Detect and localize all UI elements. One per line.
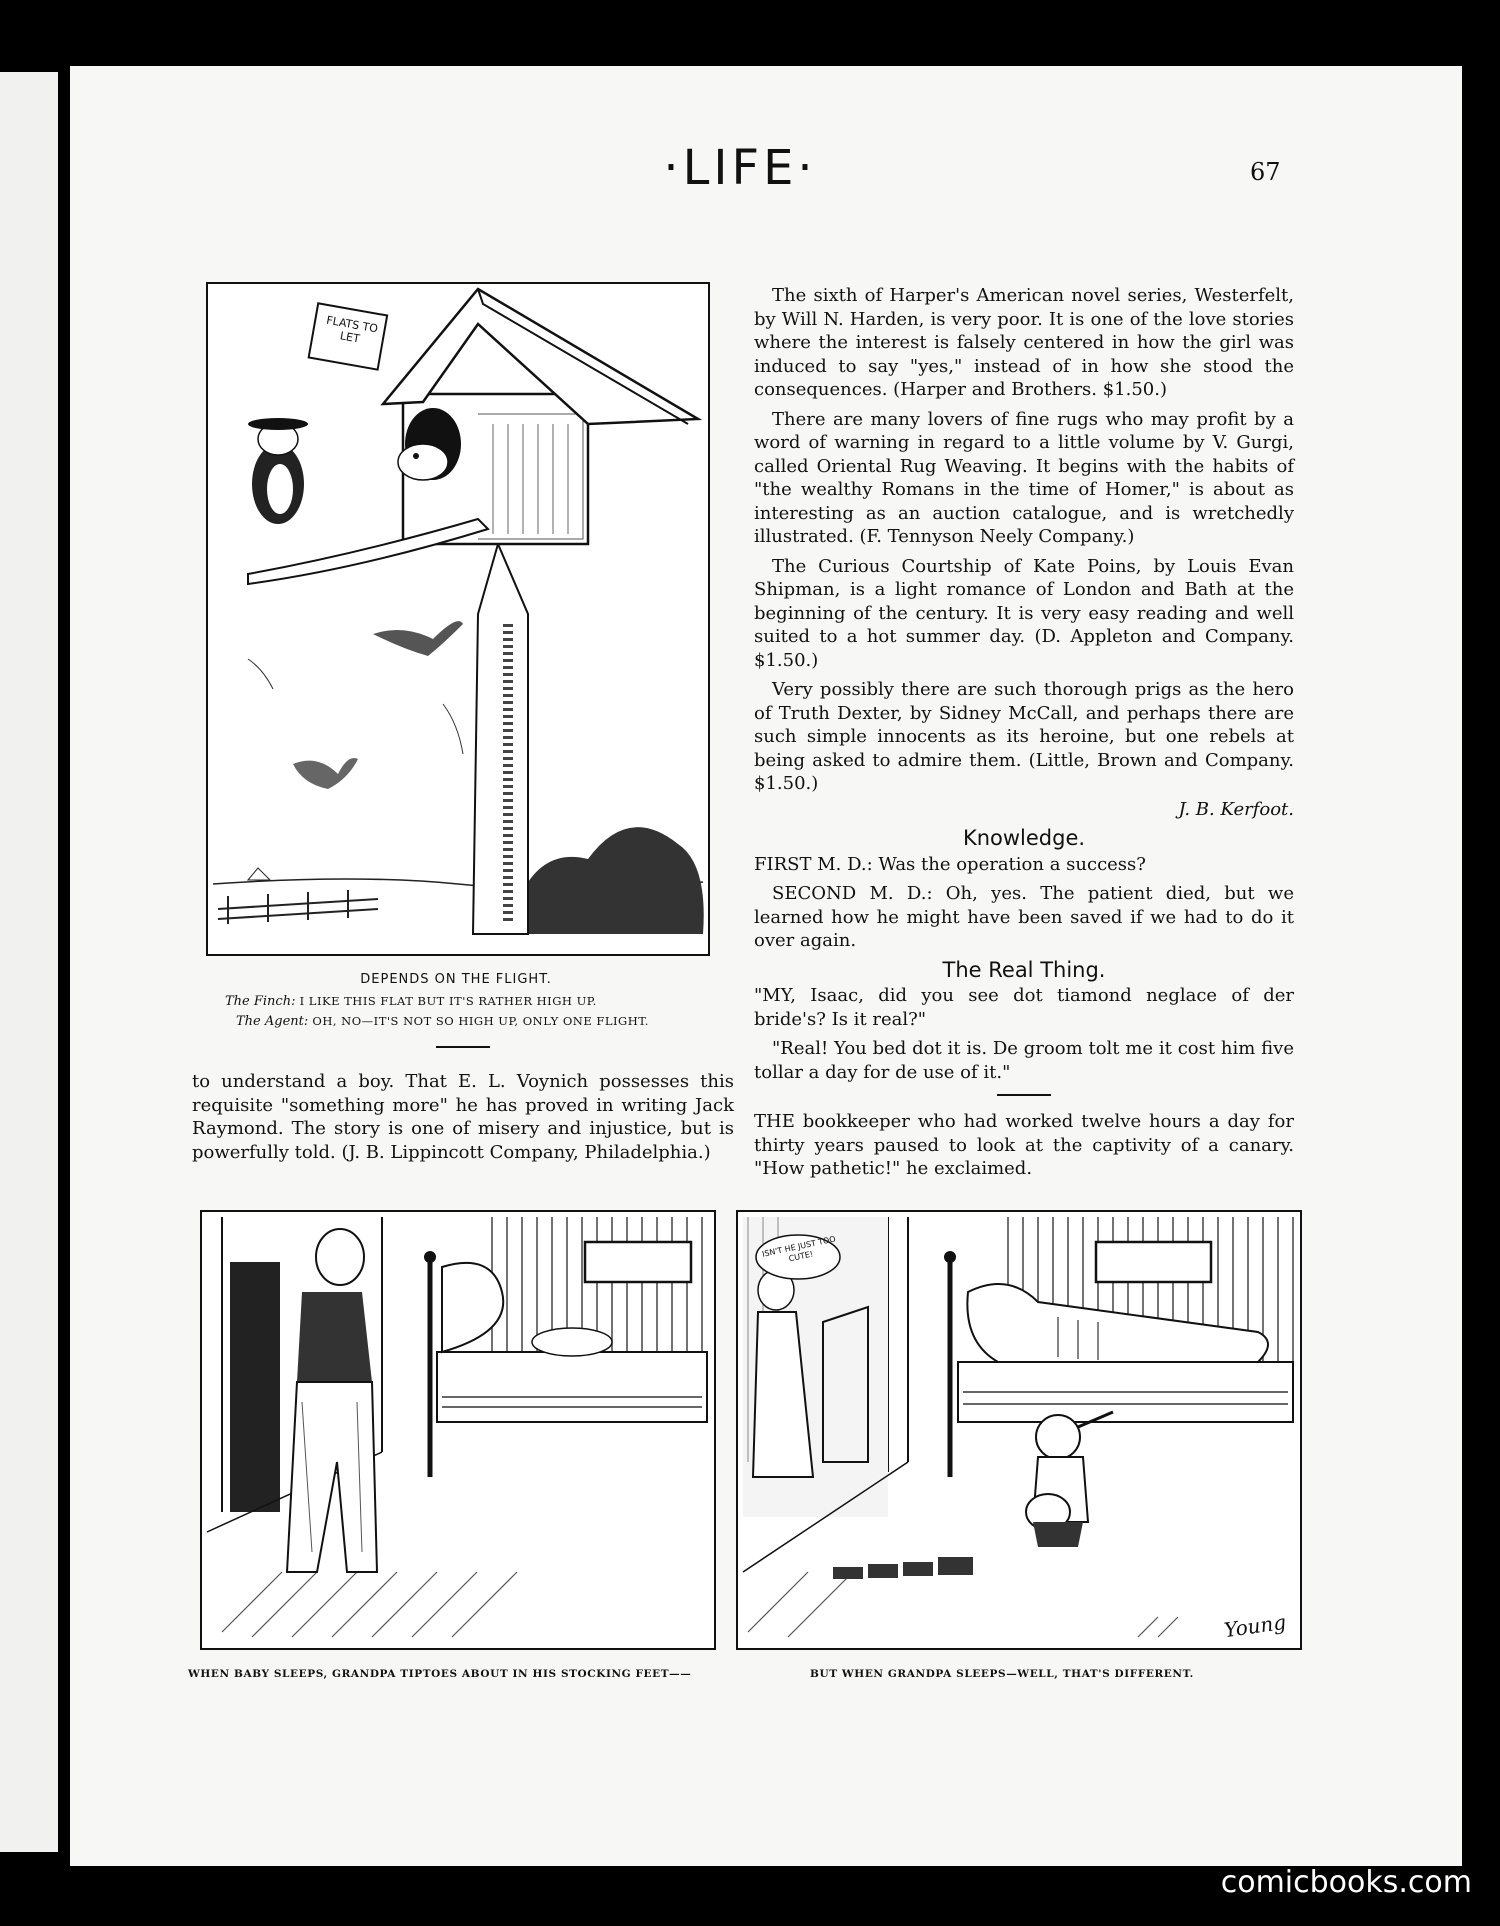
- right-column: [754, 284, 1294, 1187]
- review-kate-poins: The Curious Courtship of Kate Poins, by Louis Evan Shipman, is a light romance of London and Bath at the beginning of the century. It is very easy reading and well suited to a hot summer day. (D. Appleton and Company. $1.50.): [754, 555, 1294, 671]
- strip-panel-grandpa-sleeps: [736, 1210, 1302, 1650]
- birdhouse-illustration: [208, 284, 708, 954]
- facing-page-edge: [0, 72, 58, 1852]
- real-thing-heading: The Real Thing.: [942, 957, 1106, 982]
- divider-rule: [436, 1046, 490, 1048]
- finch-dialogue: I LIKE THIS FLAT BUT IT'S RATHER HIGH UP.: [299, 994, 597, 1008]
- finch-speaker: The Finch:: [225, 994, 296, 1009]
- bookkeeper-paragraph: THE bookkeeper who had worked twelve hours a day for thirty years paused to look at the captivity of a canary. "How pathetic!" he exclaimed.: [754, 1111, 1294, 1179]
- review-westerfelt: The sixth of Harper's American novel series, Westerfelt, by Will N. Harden, is very poor. It is one of the love stories where the interest is falsely centered in how the girl was induced to say "yes," instead of in how she stood the consequences. (Harper and Brothers. $1.50.): [754, 285, 1294, 400]
- site-watermark: comicbooks.com: [1220, 1865, 1472, 1900]
- strip-right-caption: BUT WHEN GRANDPA SLEEPS—WELL, THAT'S DIFFERENT.: [810, 1668, 1194, 1680]
- left-column-continuation: [192, 1070, 734, 1170]
- divider-rule-right: [997, 1094, 1051, 1096]
- knowledge-line-1: FIRST M. D.: Was the operation a success?: [754, 853, 1146, 875]
- strip-left-caption: WHEN BABY SLEEPS, GRANDPA TIPTOES ABOUT IN HIS STOCKING FEET——: [188, 1668, 692, 1680]
- review-continuation: to understand a boy. That E. L. Voynich possesses this requisite "something more" he has proved in writing Jack Raymond. The story is one of misery and injustice, but is powerfully told. (J. B. Lippincott Company, Philadelphia.): [192, 1071, 734, 1163]
- reviewer-signature: J. B. Kerfoot.: [1178, 798, 1294, 820]
- agent-dialogue-line: [236, 1014, 736, 1029]
- knowledge-heading: Knowledge.: [962, 826, 1086, 850]
- thought-bubble-text: ISN'T HE JUST TOO CUTE!: [761, 1234, 837, 1264]
- real-thing-line-1: "MY, Isaac, did you see dot tiamond neglace of der bride's? Is it real?": [754, 985, 1294, 1030]
- cartoon-caption-title: DEPENDS ON THE FLIGHT.: [360, 972, 552, 987]
- grandpa-sleeps-illustration: [738, 1212, 1300, 1648]
- finch-dialogue-line: [225, 994, 725, 1009]
- masthead: ·LIFE·: [663, 140, 817, 196]
- review-oriental-rug: There are many lovers of fine rugs who may profit by a word of warning in regard to a little volume by V. Gurgi, called Oriental Rug Weaving. It begins with the habits of "the wealthy Romans in the time of Homer," is about as interesting as an auction catalogue, and is wretchedly illustrated. (F. Tennyson Neely Company.): [754, 408, 1294, 547]
- artist-signature: Young: [1222, 1609, 1288, 1643]
- knowledge-line-2: SECOND M. D.: Oh, yes. The patient died, but we learned how he might have been saved if we had to do it over again.: [754, 883, 1294, 951]
- flats-to-let-sign: FLATS TO LET: [325, 313, 379, 346]
- agent-dialogue: OH, NO—IT'S NOT SO HIGH UP, ONLY ONE FLIGHT.: [312, 1014, 649, 1028]
- grandpa-tiptoes-illustration: [202, 1212, 714, 1648]
- agent-speaker: The Agent:: [236, 1014, 309, 1029]
- real-thing-line-2: "Real! You bed dot it is. De groom tolt me it cost him five tollar a day for de use of it.": [754, 1038, 1294, 1083]
- strip-panel-grandpa-tiptoes: [200, 1210, 716, 1650]
- page-number: 67: [1250, 158, 1281, 186]
- birdhouse-cartoon: [206, 282, 710, 956]
- review-truth-dexter: Very possibly there are such thorough prigs as the hero of Truth Dexter, by Sidney McCall, and perhaps there are such simple innocents as its heroine, but one rebels at being asked to admire them. (Little, Brown and Company. $1.50.): [754, 679, 1294, 794]
